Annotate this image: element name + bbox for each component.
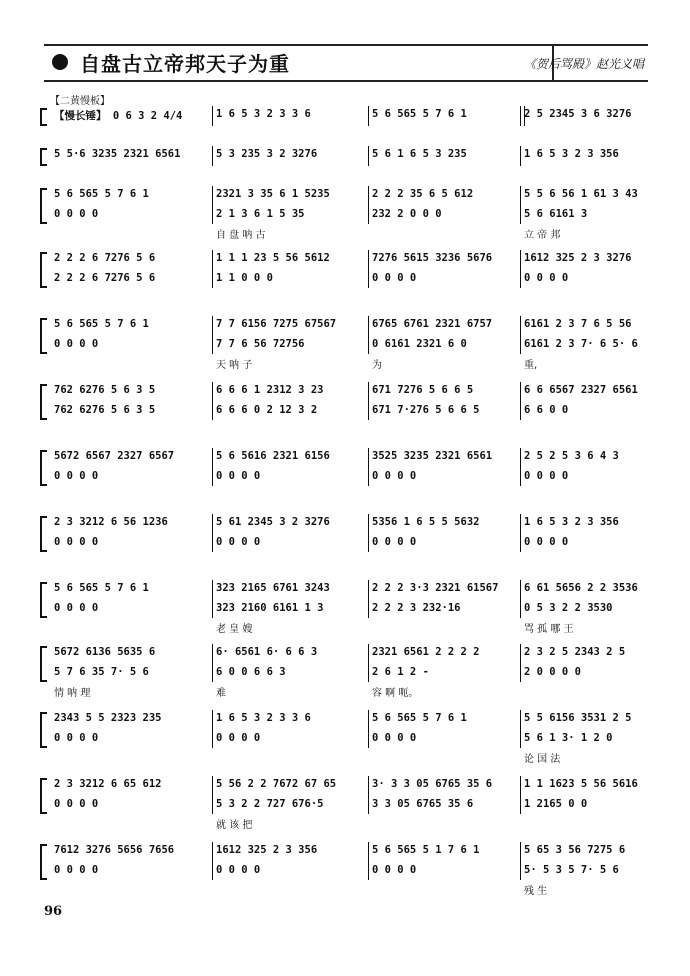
system-brace — [40, 148, 45, 166]
measure: 0 0 0 0 — [216, 732, 261, 744]
measure: 2321 6561 2 2 2 2 — [372, 646, 480, 658]
bullet-icon — [52, 54, 68, 70]
system-brace — [40, 778, 45, 814]
barline — [212, 580, 213, 618]
lyric-text: 老 皇 嫂 — [216, 624, 253, 635]
barline — [520, 382, 521, 420]
measure: 7 7 6156 7275 67567 — [216, 318, 337, 330]
measure: 5 6 565 5 7 6 1 — [54, 188, 149, 200]
measure: 0 0 0 0 — [372, 470, 417, 482]
music-system — [40, 646, 660, 699]
measure: 0 0 0 0 — [372, 732, 417, 744]
upper-staff-row — [54, 712, 660, 726]
measure: 2 2 2 35 6 5 612 — [372, 188, 474, 200]
system-brace — [40, 108, 45, 126]
system-brace — [40, 582, 45, 618]
measure: 5 6 565 5 7 6 1 — [372, 712, 467, 724]
measure: 【慢长锤】 0 6 3 2 4/4 — [54, 110, 183, 122]
music-system — [40, 516, 660, 552]
barline — [520, 146, 521, 166]
measure: 0 5 3 2 2 3530 — [524, 602, 613, 614]
measure: 5 6 565 5 7 6 1 — [54, 582, 149, 594]
measure: 2 2 2 3 232·16 — [372, 602, 461, 614]
barline — [520, 644, 521, 682]
measure: 5 7 6 35 7· 5 6 — [54, 666, 149, 678]
measure: 0 0 0 0 — [524, 272, 569, 284]
barline — [368, 842, 369, 880]
measure: 323 2165 6761 3243 — [216, 582, 330, 594]
lower-staff-row — [54, 338, 660, 352]
measure: 1 6 5 3 2 3 3 6 — [216, 108, 311, 120]
barline — [212, 382, 213, 420]
measure: 0 0 0 0 — [372, 272, 417, 284]
measure: 2 2 2 3·3 2321 61567 — [372, 582, 499, 594]
lower-staff-row — [54, 404, 660, 418]
measure: 6161 2 3 7 6 5 56 — [524, 318, 632, 330]
measure: 2321 3 35 6 1 5235 — [216, 188, 330, 200]
title-banner — [44, 44, 648, 82]
lower-staff-row — [54, 864, 660, 878]
measure: 5 5 6156 3531 2 5 — [524, 712, 632, 724]
barline — [520, 448, 521, 486]
barline — [368, 106, 369, 126]
system-brace — [40, 844, 45, 880]
upper-staff-row — [54, 778, 660, 792]
measure: 6765 6761 2321 6757 — [372, 318, 493, 330]
system-brace — [40, 252, 45, 288]
piece-source: 《贺后骂殿》赵光义唱 — [523, 57, 644, 71]
upper-staff-row — [54, 450, 660, 464]
measure: 2 1 3 6 1 5 35 — [216, 208, 305, 220]
barline — [520, 250, 521, 288]
measure: 2 2 2 6 7276 5 6 — [54, 252, 156, 264]
measure: 2 3 3212 6 56 1236 — [54, 516, 168, 528]
system-brace — [40, 188, 45, 224]
measure: 0 0 0 0 — [54, 208, 99, 220]
measure: 5 6 6161 3 — [524, 208, 588, 220]
music-system — [40, 318, 660, 371]
upper-staff-row — [54, 844, 660, 858]
measure: 1 1 1 23 5 56 5612 — [216, 252, 330, 264]
measure: 5 6 1 6 5 3 235 — [372, 148, 467, 160]
barline — [212, 146, 213, 166]
measure: 0 0 0 0 — [54, 470, 99, 482]
measure: 5 6 565 5 7 6 1 — [372, 108, 467, 120]
music-system — [40, 384, 660, 420]
music-system — [40, 582, 660, 635]
barline — [212, 644, 213, 682]
lower-staff-row — [54, 208, 660, 222]
measure: 2 5 2 5 3 6 4 3 — [524, 450, 619, 462]
barline — [520, 776, 521, 814]
measure: 0 0 0 0 — [216, 536, 261, 548]
barline — [212, 448, 213, 486]
lyric-text: 自 盘 呐 古 — [216, 230, 266, 241]
measure: 5 6 5616 2321 6156 — [216, 450, 330, 462]
measure: 5672 6567 2327 6567 — [54, 450, 175, 462]
lyric-text: 残 生 — [524, 886, 548, 897]
system-brace — [40, 646, 45, 682]
lyric-text: 就 该 把 — [216, 820, 253, 831]
lower-staff-row — [54, 536, 660, 550]
upper-staff-row — [54, 188, 660, 202]
measure: 7 7 6 56 72756 — [216, 338, 305, 350]
measure: 5 3 235 3 2 3276 — [216, 148, 318, 160]
measure: 3· 3 3 05 6765 35 6 — [372, 778, 493, 790]
barline — [368, 514, 369, 552]
page-number: 96 — [44, 904, 63, 919]
upper-staff-row — [54, 516, 660, 530]
measure: 0 0 0 0 — [216, 470, 261, 482]
measure: 1 6 5 3 2 3 356 — [524, 516, 619, 528]
music-system — [40, 450, 660, 486]
measure: 0 0 0 0 — [54, 732, 99, 744]
measure: 1612 325 2 3 356 — [216, 844, 318, 856]
upper-staff-row — [54, 148, 660, 162]
barline — [520, 580, 521, 618]
lyric-text: 骂 孤 哪 王 — [524, 624, 574, 635]
barline — [520, 710, 521, 748]
measure: 2343 5 5 2323 235 — [54, 712, 162, 724]
barline — [368, 776, 369, 814]
barline — [368, 250, 369, 288]
lyric-text: 难 — [216, 688, 226, 699]
barline — [212, 250, 213, 288]
barline — [212, 106, 213, 126]
barline — [520, 842, 521, 880]
lyric-text: 天 呐 子 — [216, 360, 253, 371]
music-system — [40, 188, 660, 241]
measure: 6 6 6 0 2 12 3 2 — [216, 404, 318, 416]
measure: 7276 5615 3236 5676 — [372, 252, 493, 264]
measure: 1 2165 0 0 — [524, 798, 588, 810]
measure: 671 7276 5 6 6 5 — [372, 384, 474, 396]
measure: 6161 2 3 7· 6 5· 6 — [524, 338, 638, 350]
upper-staff-row — [54, 582, 660, 596]
measure: 671 7·276 5 6 6 5 — [372, 404, 480, 416]
measure: 0 0 0 0 — [54, 536, 99, 548]
lyric-text: 情 呐 理 — [54, 688, 91, 699]
measure: 5 65 3 56 7275 6 — [524, 844, 626, 856]
measure: 0 0 0 0 — [216, 864, 261, 876]
music-system — [40, 252, 660, 288]
measure: 7612 3276 5656 7656 — [54, 844, 175, 856]
measure: 3 3 05 6765 35 6 — [372, 798, 474, 810]
measure: 5 61 2345 3 2 3276 — [216, 516, 330, 528]
measure: 6 61 5656 2 2 3536 — [524, 582, 638, 594]
measure: 2 3 3212 6 65 612 — [54, 778, 162, 790]
system-brace — [40, 318, 45, 354]
measure: 762 6276 5 6 3 5 — [54, 384, 156, 396]
barline — [520, 514, 521, 552]
measure: 2 6 1 2 - — [372, 666, 429, 678]
barline — [368, 316, 369, 354]
lower-staff-row — [54, 602, 660, 616]
measure: 0 0 0 0 — [54, 338, 99, 350]
barline — [368, 382, 369, 420]
system-brace — [40, 450, 45, 486]
barline — [520, 316, 521, 354]
barline — [212, 710, 213, 748]
system-brace — [40, 384, 45, 420]
upper-staff-row — [54, 646, 660, 660]
measure: 1 1 0 0 0 — [216, 272, 273, 284]
measure: 0 0 0 0 — [54, 864, 99, 876]
barline — [212, 186, 213, 224]
upper-staff-row — [54, 318, 660, 332]
upper-staff-row — [54, 252, 660, 266]
music-system — [40, 712, 660, 765]
piece-title: 自盘古立帝邦天子为重 — [80, 52, 290, 76]
upper-staff-row — [54, 108, 660, 122]
lower-staff-row — [54, 798, 660, 812]
measure: 1 1 1623 5 56 5616 — [524, 778, 638, 790]
music-system — [40, 778, 660, 831]
barline — [368, 146, 369, 166]
measure: 0 0 0 0 — [524, 536, 569, 548]
measure: 0 6161 2321 6 0 — [372, 338, 467, 350]
music-system — [40, 844, 660, 897]
measure: 1 6 5 3 2 3 356 — [524, 148, 619, 160]
barline — [368, 448, 369, 486]
barline — [212, 514, 213, 552]
measure: 3525 3235 2321 6561 — [372, 450, 493, 462]
measure: 5672 6136 5635 6 — [54, 646, 156, 658]
measure: 5 6 1 3· 1 2 0 — [524, 732, 613, 744]
upper-staff-row — [54, 384, 660, 398]
measure: 5 6 565 5 7 6 1 — [54, 318, 149, 330]
barline — [520, 106, 525, 126]
music-system — [40, 108, 660, 126]
lyric-text: 为 — [372, 360, 382, 371]
measure: 2 3 2 5 2343 2 5 — [524, 646, 626, 658]
music-system — [40, 148, 660, 166]
measure: 323 2160 6161 1 3 — [216, 602, 324, 614]
lyric-text: 论 国 法 — [524, 754, 561, 765]
measure: 1 6 5 3 2 3 3 6 — [216, 712, 311, 724]
measure: 2 5 2345 3 6 3276 — [524, 108, 632, 120]
measure: 6 6 0 0 — [524, 404, 569, 416]
measure: 5356 1 6 5 5 5632 — [372, 516, 480, 528]
measure: 2 0 0 0 0 — [524, 666, 581, 678]
lower-staff-row — [54, 732, 660, 746]
barline — [520, 186, 521, 224]
lyric-text: 重, — [524, 360, 538, 371]
measure: 6 6 6 1 2312 3 23 — [216, 384, 324, 396]
barline — [368, 644, 369, 682]
barline — [368, 710, 369, 748]
measure: 0 0 0 0 — [54, 602, 99, 614]
barline — [368, 186, 369, 224]
section-label: 【二黄慢板】 — [50, 96, 110, 107]
measure: 0 0 0 0 — [372, 536, 417, 548]
measure: 762 6276 5 6 3 5 — [54, 404, 156, 416]
lyric-text: 容 啊 呃。 — [372, 688, 419, 699]
measure: 0 0 0 0 — [54, 798, 99, 810]
measure: 5· 5 3 5 7· 5 6 — [524, 864, 619, 876]
measure: 232 2 0 0 0 — [372, 208, 442, 220]
lower-staff-row — [54, 666, 660, 680]
measure: 0 0 0 0 — [372, 864, 417, 876]
measure: 0 0 0 0 — [524, 470, 569, 482]
lower-staff-row — [54, 470, 660, 484]
measure: 5 5 6 56 1 61 3 43 — [524, 188, 638, 200]
measure: 5 56 2 2 7672 67 65 — [216, 778, 337, 790]
barline — [368, 580, 369, 618]
barline — [212, 316, 213, 354]
measure: 6 0 0 6 6 3 — [216, 666, 286, 678]
measure: 5 6 565 5 1 7 6 1 — [372, 844, 480, 856]
measure: 6· 6561 6· 6 6 3 — [216, 646, 318, 658]
measure: 6 6 6567 2327 6561 — [524, 384, 638, 396]
lyric-text: 立 帝 邦 — [524, 230, 561, 241]
system-brace — [40, 712, 45, 748]
barline — [212, 776, 213, 814]
barline — [212, 842, 213, 880]
system-brace — [40, 516, 45, 552]
measure: 2 2 2 6 7276 5 6 — [54, 272, 156, 284]
measure: 5 5·6 3235 2321 6561 — [54, 148, 181, 160]
lower-staff-row — [54, 272, 660, 286]
measure: 1612 325 2 3 3276 — [524, 252, 632, 264]
measure: 5 3 2 2 727 676·5 — [216, 798, 324, 810]
